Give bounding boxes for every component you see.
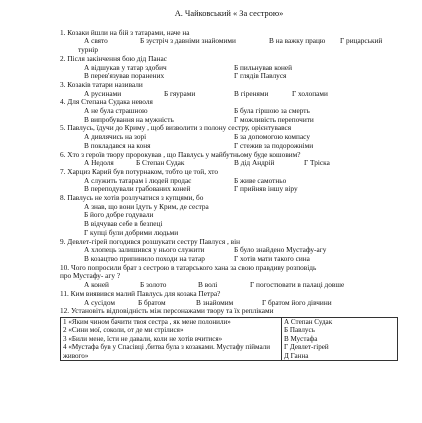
option-c: В волі: [198, 280, 218, 290]
option-b: Б пильнував коней: [234, 62, 293, 72]
option-d: Г рицарський: [340, 36, 383, 46]
option-a: А не була страшною: [84, 106, 148, 116]
option-d: Г погостювати в палаці довше: [250, 280, 345, 290]
option-a: А відшукав у татар здобич: [84, 62, 167, 72]
quote-item: 4 «Мустафа був у Спасівці ,битва була з козаками. Мустафу піймали живого»: [63, 343, 270, 360]
option-d: Г глядів Павлуся: [234, 71, 287, 81]
option-b: Б було знайдено Мустафу-агу: [234, 245, 327, 255]
option-a: А Недоля: [84, 158, 114, 168]
quote-item: 3 «Били мене, їсти не давали, коли не хотів вчитися»: [63, 334, 223, 343]
character-item: Г Девлет-гірей: [284, 343, 329, 352]
question-stem: 11. Ким виявився малий Павлусь для козака Петра?: [60, 288, 221, 298]
option-a: А хлопець залишився у нього служити: [84, 245, 205, 255]
document-title: А. Чайковський « За сестрою»: [174, 9, 284, 18]
option-c: В знайомим: [196, 297, 234, 307]
option-d: Г стежив за подорожніми: [234, 140, 314, 150]
question-2: [60, 55, 398, 81]
question-stem: 2. Після закінчення бою дід Панас: [60, 53, 167, 63]
option-d: Г братом його дівчини: [262, 297, 332, 307]
option-a: А знав, що вони їдуть у Крим, де сестра: [84, 201, 209, 211]
question-stem: 7. Харциз Карий був потурнаком, тобто це той, хто: [60, 166, 219, 176]
option-d: Г купці були добрими людьми: [84, 227, 179, 237]
option-d: Г хотів мати такого сина: [234, 253, 310, 263]
question-7: [60, 168, 398, 194]
question-3: [60, 81, 398, 98]
option-d: Г прийняв іншу віру: [234, 184, 298, 194]
question-stem: 4. Для Степана Судака неволя: [60, 97, 153, 107]
option-b: Б його добре годували: [84, 210, 154, 220]
question-continuation: про Мустафу- агу ?: [60, 271, 121, 281]
option-a: А сусідом: [84, 297, 115, 307]
question-stem: 10. Чого попросили брат з сестрою в татарського хана за свою правдиву розповідь: [60, 262, 317, 272]
quote-item: 1 «Яким чином бачити твоя сестра , як мене полонили»: [63, 317, 231, 326]
option-c: В випробування на мужність: [84, 114, 174, 124]
option-c: В перев'язував поранених: [84, 71, 165, 81]
option-c: В на важку працю: [269, 36, 326, 46]
question-4: [60, 98, 398, 124]
question-8: [60, 194, 398, 238]
question-9: [60, 238, 398, 264]
option-a: А коней: [84, 280, 109, 290]
question-continuation: турнір: [78, 45, 98, 55]
quote-item: 2 «Сини мої, соколи, от де ми стрілися»: [63, 326, 184, 335]
option-c: В відчував себе в безпеці: [84, 219, 163, 229]
option-d: Г холопами: [292, 88, 328, 98]
question-stem: 1. Козаки йшли на бій з татарами, наче на: [60, 27, 190, 37]
question-stem: 8. Павлусь не хотів розлучатися з купцями, бо: [60, 193, 204, 203]
option-a: А служить татарам і людей продає: [84, 175, 192, 185]
option-a: А русинами: [84, 88, 122, 98]
options-row: [60, 37, 398, 46]
option-c: В дід Андрій: [234, 158, 275, 168]
option-a: А свято: [84, 36, 108, 46]
character-item: Д Ганна: [284, 351, 309, 360]
character-cell: [282, 317, 398, 360]
question-11: [60, 290, 398, 307]
quote-cell: [61, 317, 282, 360]
option-c: В гіренями: [234, 88, 269, 98]
table-row: [61, 317, 398, 360]
option-c: В покладався на коня: [84, 140, 151, 150]
option-c: В переподували грабованих коней: [84, 184, 191, 194]
question-1: [60, 29, 398, 55]
option-c: В козацтво припинило походи на татар: [84, 253, 205, 263]
question-5: [60, 124, 398, 150]
option-b: Б Степан Судак: [136, 158, 185, 168]
question-12: [60, 307, 398, 361]
option-b: Б зустріч з давніми знайомими: [140, 36, 236, 46]
question-10: [60, 264, 398, 290]
option-a: А дивлячись на зорі: [84, 132, 147, 142]
character-item: В Мустафа: [284, 334, 318, 343]
question-stem: 5. Павлусь, їдучи до Криму , щоб визволити з полону сестру, орієнтувався: [60, 123, 292, 133]
question-stem: 6. Хто з героїв твору пророкував , що Павлусь у майбутньому буде кошовим?: [60, 149, 301, 159]
question-6: [60, 151, 398, 168]
option-d: Г Тріска: [304, 158, 330, 168]
question-stem: 3. Козаків татари називали: [60, 79, 143, 89]
question-stem: 9. Девлет-гірей погодився розшукати сестру Павлуся , він: [60, 236, 241, 246]
option-b: Б золото: [140, 280, 167, 290]
option-b: Б за допомогою компасу: [234, 132, 310, 142]
question-stem: 12. Установіть відповідність між персонажами твору та їх репліками: [60, 306, 274, 316]
character-item: Б Павлусь: [284, 326, 315, 335]
character-item: А Степан Судак: [284, 317, 333, 326]
option-b: Б братом: [138, 297, 166, 307]
option-b: Б живе самотньо: [234, 175, 287, 185]
option-b: Б гяурами: [164, 88, 196, 98]
option-b: Б була гіршою за смерть: [234, 106, 310, 116]
option-d: Г можливість перепочити: [234, 114, 314, 124]
matching-table: [60, 317, 398, 361]
